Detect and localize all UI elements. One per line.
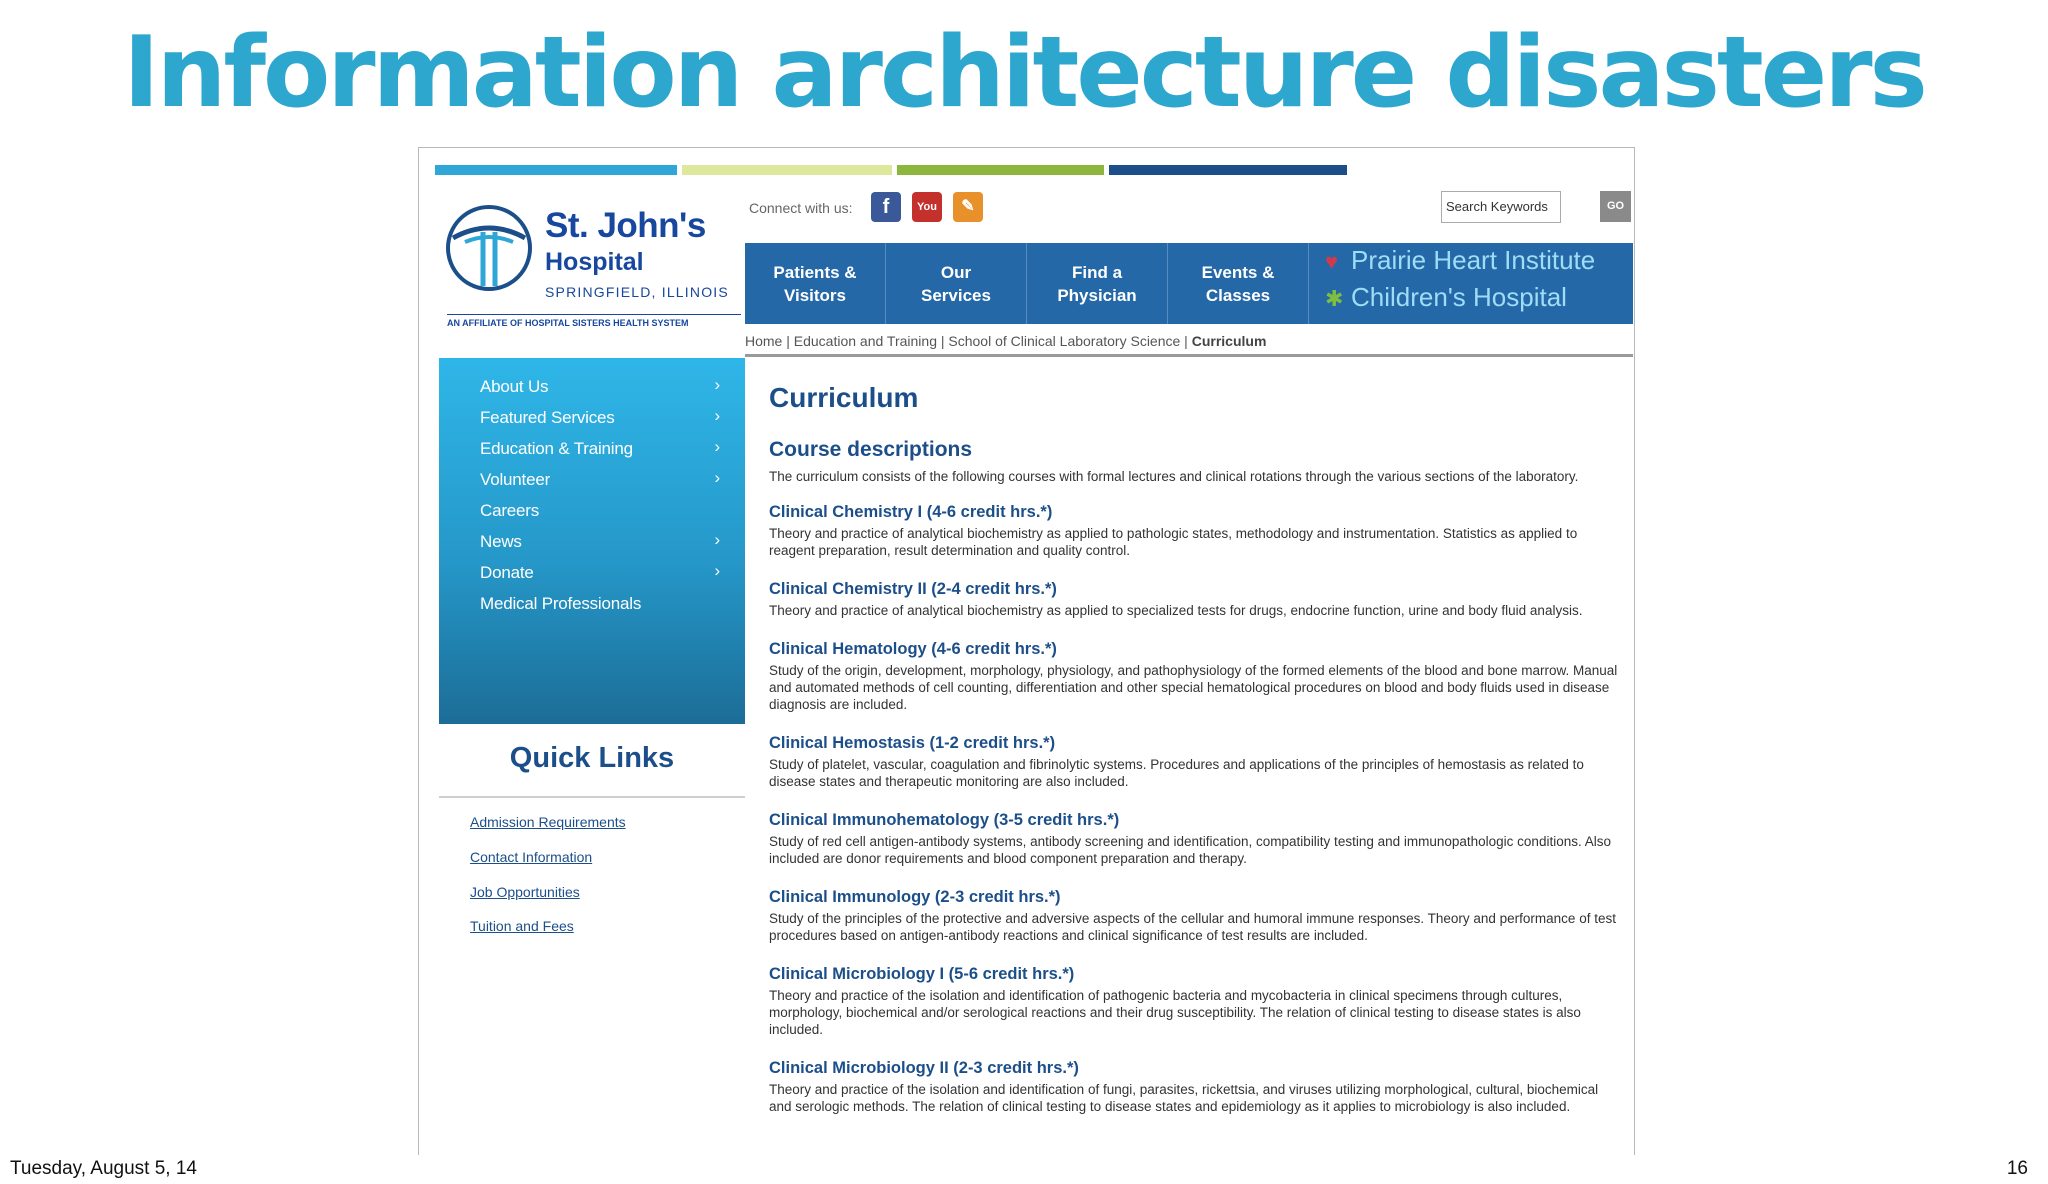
heart-icon: ♥ — [1325, 249, 1339, 274]
course-item — [769, 503, 1619, 559]
sidebar-item-label: Medical Professionals — [480, 594, 642, 613]
sidebar-item-label: About Us — [480, 377, 549, 396]
nav-label-line1: Our — [940, 262, 972, 282]
nav-label-line1: Find a — [1071, 262, 1123, 282]
breadcrumb-divider — [745, 354, 1633, 357]
nav-label-line1: Patients & — [773, 262, 857, 282]
chevron-right-icon: › — [714, 437, 720, 456]
breadcrumb[interactable] — [745, 333, 1266, 349]
quick-link-tuition[interactable]: Tuition and Fees — [470, 918, 574, 934]
course-description: Theory and practice of analytical biochemistry as applied to specialized tests for drugs, endocrine function, urine and body fluid analysis. — [769, 603, 1583, 618]
quick-links-divider — [439, 796, 745, 798]
chevron-right-icon: › — [714, 530, 720, 549]
sidebar-item-education-training[interactable] — [480, 439, 720, 459]
sidebar-item-about-us[interactable] — [480, 377, 720, 397]
color-stripe-navy — [1109, 165, 1347, 175]
chevron-right-icon: › — [714, 406, 720, 425]
connect-label: Connect with us: — [749, 200, 853, 216]
sidebar-item-label: News — [480, 532, 522, 551]
quick-link-contact[interactable]: Contact Information — [470, 849, 593, 865]
logo-name: St. John's — [545, 206, 706, 245]
blog-icon[interactable]: ✎ — [953, 192, 983, 222]
nav-label-line2: Visitors — [783, 285, 847, 305]
facebook-icon[interactable]: f — [871, 192, 901, 222]
sidebar-item-medical-professionals[interactable] — [480, 594, 720, 614]
sidebar-item-label: Donate — [480, 563, 534, 582]
course-title: Clinical Hemostasis (1-2 credit hrs.*) — [769, 734, 1056, 752]
course-description: Study of platelet, vascular, coagulation and fibrinolytic systems. Procedures and applications of the principles of hemostasis as related to disease states and therapeutic monitoring are also included. — [769, 757, 1584, 789]
course-item — [769, 734, 1619, 790]
chevron-right-icon: › — [714, 468, 720, 487]
nav-label-line2: Services — [921, 285, 991, 305]
slide-page-number: 16 — [2006, 1158, 2028, 1179]
childrens-hospital-label: Children's Hospital — [1351, 282, 1567, 312]
breadcrumb-path: Home | Education and Training | School of Clinical Laboratory Science | — [745, 333, 1192, 349]
prairie-heart-link[interactable] — [1325, 245, 1595, 276]
sidebar-item-label: Volunteer — [480, 470, 551, 489]
youtube-icon[interactable]: You — [912, 192, 942, 222]
hospital-logo[interactable] — [443, 202, 735, 332]
course-title: Clinical Chemistry II (2-4 credit hrs.*) — [769, 580, 1057, 598]
slide-date: Tuesday, August 5, 14 — [10, 1158, 197, 1179]
course-description: Theory and practice of analytical biochemistry as applied to pathologic states, methodology and instrumentation. Statistics as applied to reagent preparation, result determination and quality control. — [769, 526, 1578, 558]
page-title: Curriculum — [769, 382, 919, 413]
course-item — [769, 1059, 1619, 1115]
breadcrumb-current: Curriculum — [1191, 333, 1267, 349]
intro-text: The curriculum consists of the following courses with formal lectures and clinical rotations through the various sections of the laboratory. — [769, 469, 1579, 484]
child-icon: ✱ — [1325, 286, 1344, 311]
nav-find-physician[interactable] — [1027, 243, 1168, 324]
course-title: Clinical Immunohematology (3-5 credit hrs.*) — [769, 811, 1120, 829]
quick-links-title: Quick Links — [509, 742, 675, 774]
course-title: Clinical Hematology (4-6 credit hrs.*) — [769, 640, 1057, 658]
website-screenshot — [418, 147, 1635, 1155]
course-item — [769, 965, 1619, 1038]
section-title: Course descriptions — [769, 438, 973, 461]
course-item — [769, 640, 1619, 713]
quick-link-jobs[interactable]: Job Opportunities — [470, 884, 580, 900]
sidebar-item-featured-services[interactable] — [480, 408, 720, 428]
sidebar-item-label: Featured Services — [480, 408, 615, 427]
slide-title: Information architecture disasters — [123, 16, 1925, 130]
sidebar-item-label: Education & Training — [480, 439, 633, 458]
course-item — [769, 811, 1619, 867]
main-nav — [745, 243, 1633, 324]
sidebar-item-news[interactable] — [480, 532, 720, 552]
logo-location: SPRINGFIELD, ILLINOIS — [545, 284, 729, 300]
sidebar-item-volunteer[interactable] — [480, 470, 720, 490]
childrens-hospital-link[interactable] — [1325, 282, 1567, 313]
chevron-right-icon: › — [714, 561, 720, 580]
nav-events-classes[interactable] — [1168, 243, 1309, 324]
course-title: Clinical Immunology (2-3 credit hrs.*) — [769, 888, 1061, 906]
nav-patients-visitors[interactable] — [745, 243, 886, 324]
sidebar-item-donate[interactable] — [480, 563, 720, 583]
sidebar-nav — [439, 358, 745, 724]
course-title: Clinical Microbiology I (5-6 credit hrs.*) — [769, 965, 1075, 983]
course-description: Theory and practice of the isolation and identification of fungi, parasites, rickettsia, and viruses utilizing morphological, cultural, biochemical and serologic methods. The relation of clinical testing to disease states and epidemiology as it applies to microbiology is also included. — [769, 1082, 1599, 1114]
course-item — [769, 888, 1619, 944]
nav-our-services[interactable] — [886, 243, 1027, 324]
color-stripe-blue — [435, 165, 677, 175]
cross-logo-icon — [443, 202, 535, 294]
color-stripe-yellow — [682, 165, 892, 175]
quick-link-admission[interactable]: Admission Requirements — [470, 814, 626, 830]
course-item — [769, 580, 1619, 619]
chevron-right-icon: › — [714, 375, 720, 394]
logo-subtitle: Hospital — [545, 248, 644, 276]
course-description: Theory and practice of the isolation and identification of pathogenic bacteria and mycobacteria in clinical specimens through cultures, morphology, biochemical and/or serological reactions and their drug susceptibility. The relation of clinical testing to disease states is also included. — [769, 988, 1581, 1037]
course-description: Study of red cell antigen-antibody systems, antibody screening and identification, compatibility testing and immunopathologic conditions. Also included are donor requirements and blood component preparation and therapy. — [769, 834, 1611, 866]
sidebar-item-careers[interactable] — [480, 501, 720, 521]
nav-label-line2: Physician — [1057, 285, 1137, 305]
course-description: Study of the principles of the protective and adversive aspects of the cellular and humoral immune responses. Theory and performance of test procedures based on antigen-antibody reactions and clinical significance of test results are included. — [769, 911, 1616, 943]
course-title: Clinical Microbiology II (2-3 credit hrs.*) — [769, 1059, 1079, 1077]
prairie-heart-label: Prairie Heart Institute — [1351, 245, 1596, 275]
nav-label-line1: Events & — [1201, 262, 1275, 282]
logo-affiliate: AN AFFILIATE OF HOSPITAL SISTERS HEALTH SYSTEM — [447, 314, 741, 328]
main-content — [769, 382, 1619, 1136]
search-go-button[interactable]: GO — [1600, 191, 1631, 222]
sidebar-item-label: Careers — [480, 501, 540, 520]
nav-label-line2: Classes — [1205, 285, 1271, 305]
search-input[interactable]: Search Keywords — [1441, 191, 1561, 223]
color-stripe-green — [897, 165, 1104, 175]
course-description: Study of the origin, development, morphology, physiology, and pathophysiology of the formed elements of the blood and bone marrow. Manual and automated methods of cell counting, differentiation and other special hematological procedures on blood and body fluids used in disease diagnosis are included. — [769, 663, 1618, 712]
course-title: Clinical Chemistry I (4-6 credit hrs.*) — [769, 503, 1053, 521]
